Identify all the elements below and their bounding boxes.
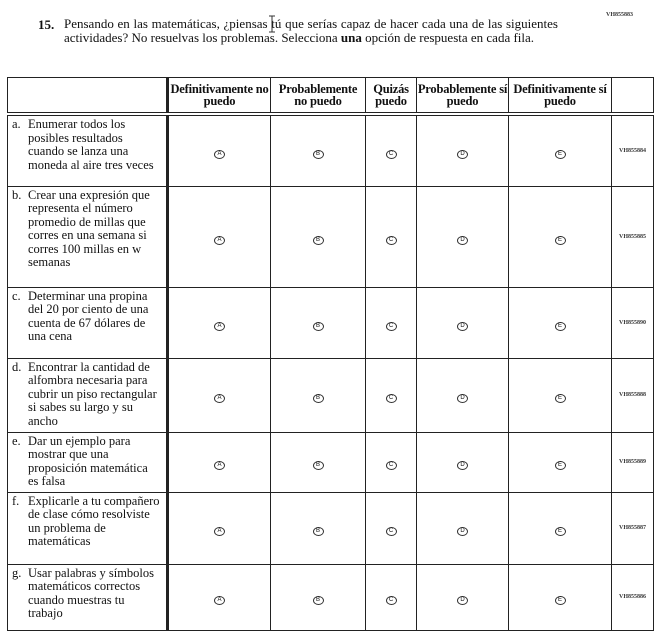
item-id: VH855887 bbox=[612, 492, 654, 564]
option-cell bbox=[366, 114, 417, 186]
item-label bbox=[8, 564, 168, 630]
item-text: Dar un ejemplo para mostrar que una proposición matemática es falsa bbox=[28, 433, 148, 488]
radio-bubble-c[interactable]: C bbox=[386, 394, 397, 403]
item-letter: c. bbox=[12, 288, 21, 303]
question-text bbox=[64, 17, 558, 44]
response-table bbox=[7, 77, 654, 631]
column-header: Definitivamente sí puedo bbox=[509, 78, 612, 115]
table-row bbox=[8, 114, 654, 186]
option-cell bbox=[366, 186, 417, 287]
column-header: Definitivamente no puedo bbox=[168, 78, 271, 115]
item-text: Determinar una propina del 20 por ciento de una cuenta de 67 dólares de una cena bbox=[28, 288, 149, 343]
radio-bubble-b[interactable]: B bbox=[313, 394, 324, 403]
option-cell bbox=[168, 564, 271, 630]
item-letter: g. bbox=[12, 565, 22, 580]
option-cell bbox=[417, 432, 509, 492]
item-label bbox=[8, 492, 168, 564]
radio-bubble-c[interactable]: C bbox=[386, 527, 397, 536]
radio-bubble-b[interactable]: B bbox=[313, 461, 324, 470]
item-text: Explicarle a tu compañero de clase cómo resolviste un problema de matemáticas bbox=[28, 493, 160, 548]
item-letter: a. bbox=[12, 117, 21, 131]
option-cell bbox=[509, 564, 612, 630]
option-cell bbox=[168, 114, 271, 186]
option-cell bbox=[417, 358, 509, 432]
radio-bubble-c[interactable]: C bbox=[386, 150, 397, 159]
option-cell bbox=[366, 564, 417, 630]
option-cell bbox=[366, 358, 417, 432]
item-label bbox=[8, 186, 168, 287]
table-row bbox=[8, 287, 654, 358]
header-blank bbox=[8, 78, 168, 115]
option-cell bbox=[509, 432, 612, 492]
column-header: Quizás puedo bbox=[366, 78, 417, 115]
radio-bubble-e[interactable]: E bbox=[555, 236, 566, 245]
option-cell bbox=[417, 114, 509, 186]
radio-bubble-a[interactable]: A bbox=[214, 322, 225, 331]
question-number: 15. bbox=[38, 17, 55, 32]
item-text: Encontrar la cantidad de alfombra necesaria para cubrir un piso rectangular si sabes su largo y su ancho bbox=[28, 359, 157, 428]
option-cell bbox=[271, 287, 366, 358]
radio-bubble-d[interactable]: D bbox=[457, 236, 468, 245]
item-label bbox=[8, 114, 168, 186]
option-cell bbox=[168, 492, 271, 564]
radio-bubble-b[interactable]: B bbox=[313, 150, 324, 159]
item-id: VH855890 bbox=[612, 287, 654, 358]
option-cell bbox=[509, 492, 612, 564]
radio-bubble-a[interactable]: A bbox=[214, 394, 225, 403]
radio-bubble-e[interactable]: E bbox=[555, 461, 566, 470]
radio-bubble-b[interactable]: B bbox=[313, 527, 324, 536]
radio-bubble-d[interactable]: D bbox=[457, 322, 468, 331]
table-row bbox=[8, 564, 654, 630]
radio-bubble-a[interactable]: A bbox=[214, 527, 225, 536]
radio-bubble-e[interactable]: E bbox=[555, 527, 566, 536]
radio-bubble-e[interactable]: E bbox=[555, 322, 566, 331]
radio-bubble-a[interactable]: A bbox=[214, 596, 225, 605]
radio-bubble-e[interactable]: E bbox=[555, 596, 566, 605]
option-cell bbox=[509, 358, 612, 432]
radio-bubble-d[interactable]: D bbox=[457, 527, 468, 536]
column-header: Probablemente sí puedo bbox=[417, 78, 509, 115]
radio-bubble-a[interactable]: A bbox=[214, 150, 225, 159]
item-letter: f. bbox=[12, 493, 20, 508]
radio-bubble-d[interactable]: D bbox=[457, 150, 468, 159]
radio-bubble-e[interactable]: E bbox=[555, 394, 566, 403]
item-label bbox=[8, 287, 168, 358]
radio-bubble-c[interactable]: C bbox=[386, 461, 397, 470]
column-header: Probablemente no puedo bbox=[271, 78, 366, 115]
option-cell bbox=[509, 114, 612, 186]
question-id: VH855883 bbox=[606, 12, 633, 18]
option-cell bbox=[366, 432, 417, 492]
option-cell bbox=[271, 186, 366, 287]
item-id: VH855885 bbox=[612, 186, 654, 287]
item-text: Crear una expresión que representa el número promedio de millas que corres en una semana si corres 100 millas en w semanas bbox=[28, 187, 150, 269]
radio-bubble-c[interactable]: C bbox=[386, 322, 397, 331]
header-row bbox=[8, 78, 654, 115]
option-cell bbox=[168, 186, 271, 287]
radio-bubble-d[interactable]: D bbox=[457, 596, 468, 605]
option-cell bbox=[271, 492, 366, 564]
radio-bubble-d[interactable]: D bbox=[457, 394, 468, 403]
radio-bubble-a[interactable]: A bbox=[214, 461, 225, 470]
option-cell bbox=[366, 492, 417, 564]
option-cell bbox=[417, 492, 509, 564]
option-cell bbox=[417, 564, 509, 630]
question-text-part: Pensando en las matemáticas, ¿piensas tú que serías capaz de hacer cada una de las siguientes actividades? No resuelvas los problemas. Selecciona bbox=[64, 16, 558, 45]
radio-bubble-b[interactable]: B bbox=[313, 322, 324, 331]
option-cell bbox=[509, 287, 612, 358]
question-text-part: opción de respuesta en cada fila. bbox=[361, 29, 535, 45]
option-cell bbox=[417, 287, 509, 358]
table-row bbox=[8, 492, 654, 564]
item-letter: d. bbox=[12, 359, 22, 374]
radio-bubble-c[interactable]: C bbox=[386, 236, 397, 245]
radio-bubble-a[interactable]: A bbox=[214, 236, 225, 245]
table-row bbox=[8, 432, 654, 492]
option-cell bbox=[417, 186, 509, 287]
radio-bubble-e[interactable]: E bbox=[555, 150, 566, 159]
header-id-blank bbox=[612, 78, 654, 115]
item-text: Enumerar todos los posibles resultados cuando se lanza una moneda al aire tres veces bbox=[28, 117, 154, 172]
option-cell bbox=[366, 287, 417, 358]
option-cell bbox=[168, 358, 271, 432]
question-text-bold: una bbox=[340, 29, 362, 45]
radio-bubble-b[interactable]: B bbox=[313, 596, 324, 605]
item-id: VH855886 bbox=[612, 564, 654, 630]
option-cell bbox=[168, 287, 271, 358]
radio-bubble-c[interactable]: C bbox=[386, 596, 397, 605]
option-cell bbox=[271, 432, 366, 492]
item-letter: b. bbox=[12, 187, 22, 202]
item-id: VH855884 bbox=[612, 114, 654, 186]
item-id: VH855888 bbox=[612, 358, 654, 432]
radio-bubble-d[interactable]: D bbox=[457, 461, 468, 470]
item-id: VH855889 bbox=[612, 432, 654, 492]
option-cell bbox=[168, 432, 271, 492]
option-cell bbox=[271, 114, 366, 186]
item-text: Usar palabras y símbolos matemáticos correctos cuando muestras tu trabajo bbox=[28, 565, 155, 620]
option-cell bbox=[271, 564, 366, 630]
radio-bubble-b[interactable]: B bbox=[313, 236, 324, 245]
option-cell bbox=[509, 186, 612, 287]
option-cell bbox=[271, 358, 366, 432]
table-row bbox=[8, 358, 654, 432]
item-label bbox=[8, 358, 168, 432]
item-label bbox=[8, 432, 168, 492]
table-row bbox=[8, 186, 654, 287]
item-letter: e. bbox=[12, 433, 21, 448]
